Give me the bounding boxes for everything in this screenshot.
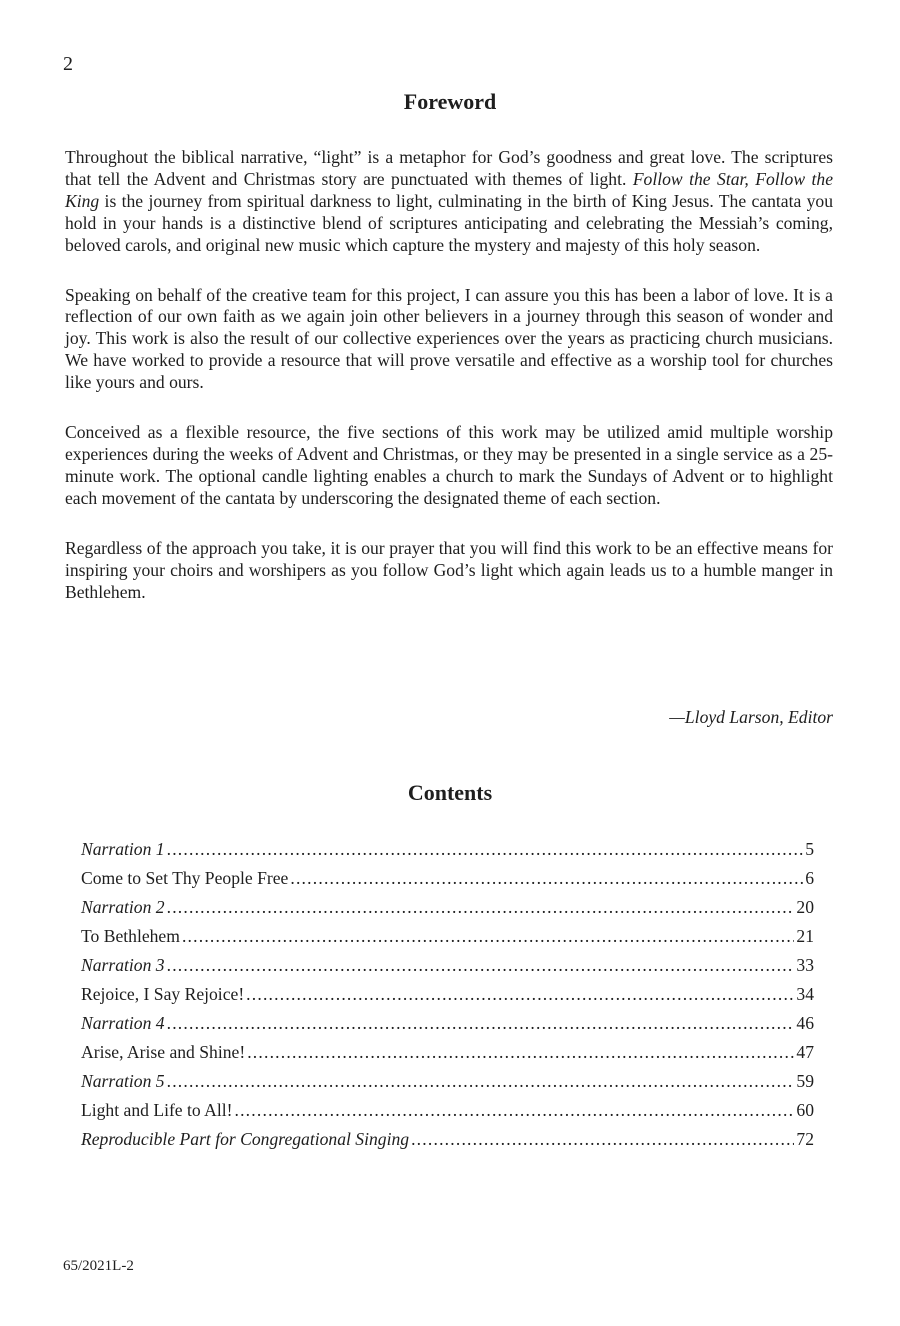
catalog-code: 65/2021L-2 bbox=[63, 1258, 134, 1274]
toc-leader bbox=[234, 1098, 794, 1122]
toc-entry bbox=[81, 1127, 814, 1156]
toc-entry-title: Narration 2 bbox=[81, 897, 165, 917]
toc-entry bbox=[81, 837, 814, 866]
foreword-paragraph-3: Conceived as a flexible resource, the five sections of this work may be utilized amid multiple worship experiences during the weeks of Advent and Christmas, or they may be presented in a single service as a 25-minute work. The optional candle lighting enables a church to mark the Sundays of Advent or to highlight each movement of the cantata by underscoring the designated theme of each section. bbox=[65, 422, 833, 508]
toc-entry-page: 20 bbox=[796, 897, 814, 917]
toc-entry-page: 5 bbox=[805, 839, 814, 859]
editor-signature: —Lloyd Larson, Editor bbox=[669, 707, 833, 727]
toc-entry-page: 46 bbox=[796, 1013, 814, 1033]
foreword-heading: Foreword bbox=[403, 89, 497, 114]
toc-leader bbox=[411, 1127, 794, 1151]
toc-entry bbox=[81, 953, 814, 982]
toc-entry-page: 34 bbox=[796, 984, 814, 1004]
foreword-paragraph-1-end: is the journey from spiritual darkness to light, culminating in the birth of King Jesus. The cantata you hold in your hands is a distinctive blend of scriptures anticipating and celebrating the Messiah’s coming, beloved carols, and original new music which capture the mystery and majesty of this holy season. bbox=[65, 190, 833, 255]
toc-entry-page: 72 bbox=[796, 1129, 814, 1149]
toc-leader bbox=[247, 1040, 794, 1064]
toc-leader bbox=[182, 924, 794, 948]
toc-entry-title: Rejoice, I Say Rejoice! bbox=[81, 984, 245, 1004]
toc-entry-page: 47 bbox=[796, 1042, 814, 1062]
toc-entry-title: Narration 5 bbox=[81, 1071, 165, 1091]
toc-entry-title: Reproducible Part for Congregational Singing bbox=[81, 1129, 410, 1149]
toc-leader bbox=[167, 895, 795, 919]
foreword-body bbox=[65, 147, 833, 631]
toc-leader bbox=[246, 982, 794, 1006]
toc-entry-page: 59 bbox=[796, 1071, 814, 1091]
foreword-paragraph-1-start: Throughout the biblical narrative, “light” is a metaphor for God’s goodness and great love. The scriptures that tell the Advent and Christmas story are punctuated with themes of light. bbox=[65, 147, 833, 189]
toc-entry bbox=[81, 1040, 814, 1069]
toc-leader bbox=[167, 1069, 795, 1093]
toc-entry-title: Light and Life to All! bbox=[81, 1100, 233, 1120]
toc-entry-title: Arise, Arise and Shine! bbox=[81, 1042, 246, 1062]
toc-entry bbox=[81, 982, 814, 1011]
toc-entry-title: Narration 3 bbox=[81, 955, 165, 975]
contents-heading: Contents bbox=[407, 780, 493, 805]
toc-entry-page: 33 bbox=[796, 955, 814, 975]
toc-leader bbox=[290, 866, 803, 890]
toc-entry-title: Come to Set Thy People Free bbox=[81, 868, 289, 888]
toc-leader bbox=[167, 953, 795, 977]
toc-entry bbox=[81, 866, 814, 895]
contents-list bbox=[81, 837, 814, 1156]
toc-leader bbox=[167, 837, 804, 861]
foreword-paragraph-1 bbox=[65, 147, 833, 257]
toc-entry bbox=[81, 1098, 814, 1127]
toc-entry bbox=[81, 924, 814, 953]
toc-entry-page: 6 bbox=[805, 868, 814, 888]
toc-entry-title: Narration 1 bbox=[81, 839, 165, 859]
page-number: 2 bbox=[63, 53, 73, 75]
toc-entry-title: Narration 4 bbox=[81, 1013, 165, 1033]
toc-leader bbox=[167, 1011, 795, 1035]
toc-entry-page: 60 bbox=[796, 1100, 814, 1120]
toc-entry bbox=[81, 1011, 814, 1040]
foreword-paragraph-4: Regardless of the approach you take, it is our prayer that you will find this work to be an effective means for inspiring your choirs and worshipers as you follow God’s light which again leads us to a humble manger in Bethlehem. bbox=[65, 537, 833, 602]
toc-entry bbox=[81, 1069, 814, 1098]
foreword-paragraph-2: Speaking on behalf of the creative team for this project, I can assure you this has been a labor of love. It is a reflection of our own faith as we again join other believers in a journey through this season of wonder and joy. This work is also the result of our collective experiences over the years as practicing church musicians. We have worked to provide a resource that will prove versatile and effective as a worship tool for churches like yours and ours. bbox=[65, 284, 833, 393]
toc-entry bbox=[81, 895, 814, 924]
toc-entry-title: To Bethlehem bbox=[81, 926, 180, 946]
cantata-title: Follow the Star, Follow the King bbox=[65, 168, 834, 211]
toc-entry-page: 21 bbox=[796, 926, 814, 946]
